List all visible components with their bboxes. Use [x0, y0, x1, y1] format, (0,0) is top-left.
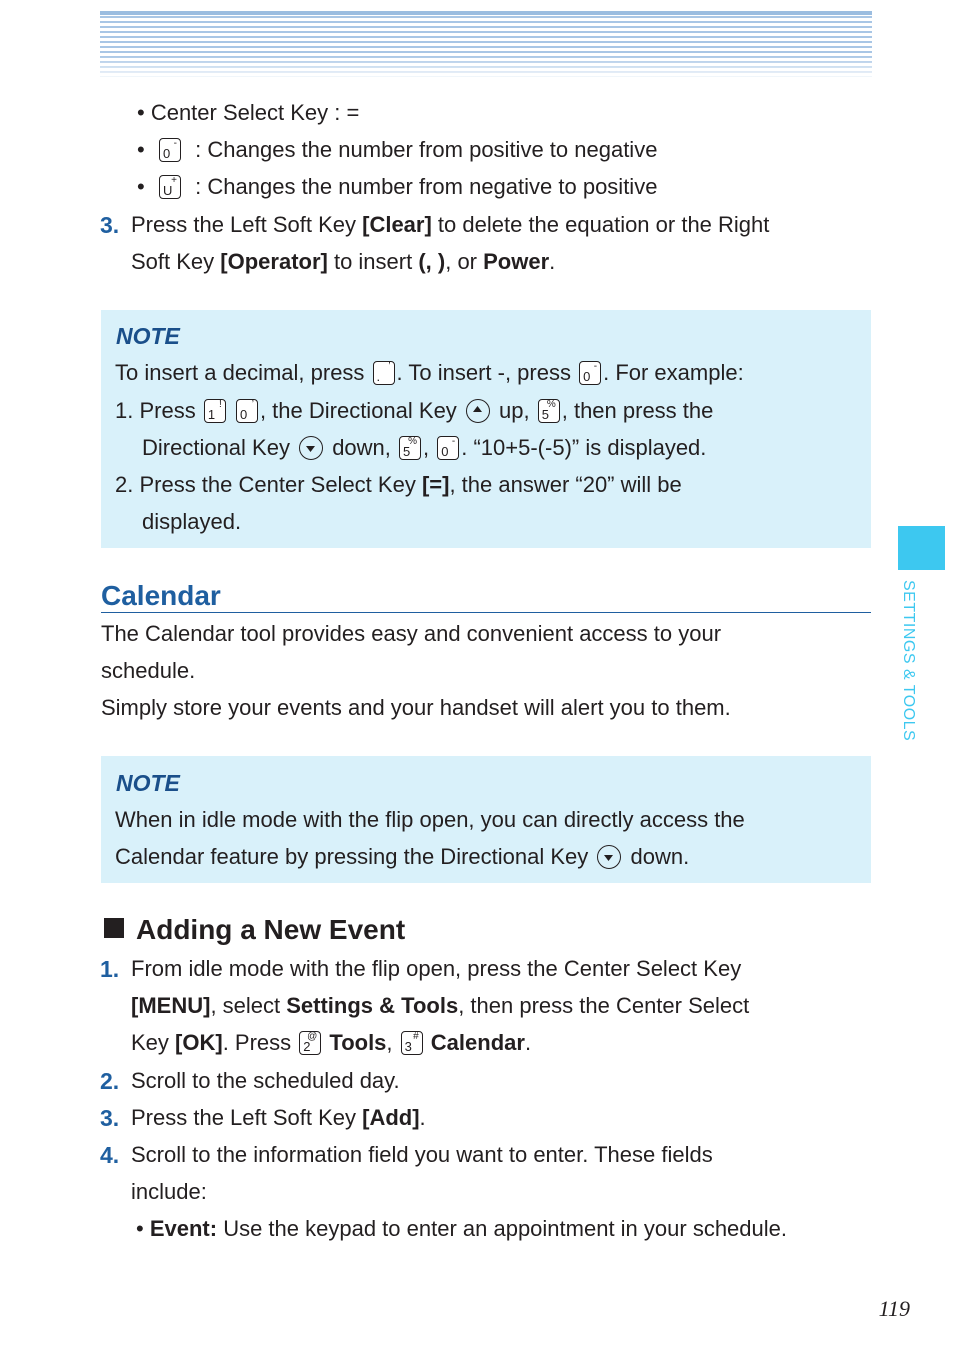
bullet-center-select: • Center Select Key : = [137, 100, 360, 125]
note1-line3: Directional Key down, 5 % , 0 - . “10+5-(-5)” is displayed. [142, 435, 707, 460]
page-number: 119 [878, 1296, 910, 1321]
directional-key-down-icon [299, 436, 323, 460]
section-title-calendar: Calendar [101, 580, 221, 611]
subsection-title-adding-event: Adding a New Event [104, 914, 405, 946]
note-title: NOTE [116, 770, 180, 796]
key-5-icon: 5 % [399, 436, 421, 460]
calendar-paragraph-line2: schedule. [101, 658, 196, 683]
directional-key-up-icon [466, 399, 490, 423]
note1-line2: 1. Press 1 ! 0 ’ , the Directional Key up, 5 % , then press the [115, 398, 714, 423]
section-divider [101, 612, 871, 613]
add-step4-line2: include: [131, 1179, 207, 1204]
key-0-icon: 0 - [579, 361, 601, 385]
add-step1-line3: Key [OK]. Press 2 @ Tools, 3 # Calendar. [131, 1030, 532, 1055]
side-tab-label: SETTINGS & TOOLS [900, 580, 917, 742]
key-plus-icon: U + [159, 175, 181, 199]
calendar-paragraph-line1: The Calendar tool provides easy and convenient access to your [101, 621, 722, 646]
step-number: 4. [100, 1142, 120, 1168]
event-bullet: • Event: Use the keypad to enter an appointment in your schedule. [136, 1216, 787, 1241]
key-5-icon: 5 % [538, 399, 560, 423]
key-dot-icon: . ’ [373, 361, 395, 385]
step-number: 3. [100, 1105, 120, 1131]
bullet-positive: • U + : Changes the number from negative to positive [137, 174, 658, 199]
key-3-icon: 3 # [401, 1031, 423, 1055]
key-2-icon: 2 @ [299, 1031, 321, 1055]
header-decoration-bar [100, 11, 872, 77]
step3-line1: Press the Left Soft Key [Clear] to delete the equation or the Right [131, 212, 770, 237]
note1-line5: displayed. [142, 509, 242, 534]
add-step3: Press the Left Soft Key [Add]. [131, 1105, 426, 1130]
note2-line1: When in idle mode with the flip open, you can directly access the [115, 807, 745, 832]
note-title: NOTE [116, 323, 180, 349]
directional-key-down-icon [597, 845, 621, 869]
add-step4-line1: Scroll to the information field you want to enter. These fields [131, 1142, 713, 1167]
add-step2: Scroll to the scheduled day. [131, 1068, 400, 1093]
key-0-icon: 0 - [159, 138, 181, 162]
bullet-negative: • 0 - : Changes the number from positive to negative [137, 137, 658, 162]
note1-line1: To insert a decimal, press . ’ . To insert -, press 0 - . For example: [115, 360, 744, 385]
step-number: 1. [100, 956, 120, 982]
side-tab-marker [898, 526, 945, 570]
step-number: 2. [100, 1068, 120, 1094]
add-step1-line1: From idle mode with the flip open, press the Center Select Key [131, 956, 742, 981]
calendar-paragraph-line3: Simply store your events and your handset will alert you to them. [101, 695, 731, 720]
step3-line2: Soft Key [Operator] to insert (, ), or Power. [131, 249, 556, 274]
key-0-icon: 0 - [437, 436, 459, 460]
key-1-icon: 1 ! [204, 399, 226, 423]
note1-line4: 2. Press the Center Select Key [=], the answer “20” will be [115, 472, 682, 497]
step-number: 3. [100, 212, 120, 238]
note2-line2: Calendar feature by pressing the Directional Key down. [115, 844, 690, 869]
square-bullet-icon [104, 918, 124, 938]
add-step1-line2: [MENU], select Settings & Tools, then press the Center Select [131, 993, 750, 1018]
key-0-icon: 0 ’ [236, 399, 258, 423]
